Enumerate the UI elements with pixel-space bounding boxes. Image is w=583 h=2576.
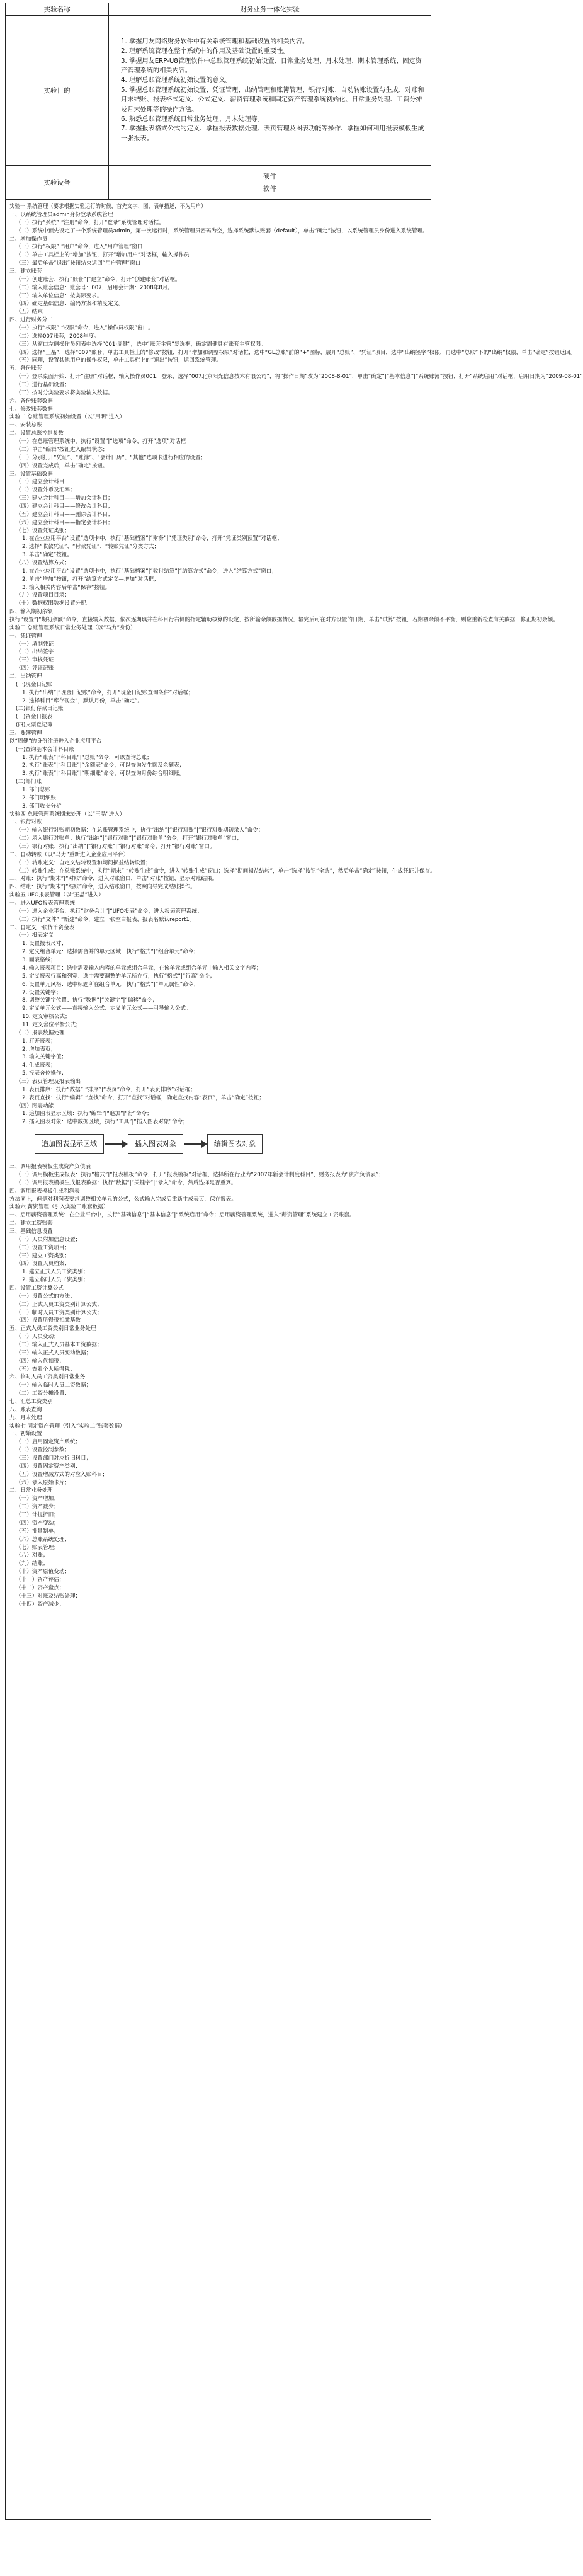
content-line: （一）人员变动； [16, 1334, 59, 1341]
content-line: （一）启用固定资产系统； [16, 1439, 81, 1446]
content-line: 4. 输入报表项目：选中需要输入内容的单元或组合单元，在该单元或组合单元中输入相关文字内容； [22, 965, 262, 971]
content-line: （四）设置人员档案； [16, 1261, 70, 1268]
content-line: （三）审核凭证 [16, 657, 54, 664]
content-line: （五）建立会计科目——删除会计科目； [16, 511, 113, 518]
objective-item: 5. 掌握总账管理系统初始设置、凭证管理、出纳管理和账簿管理、银行对账、自动转账设置与生成、对账和月末结账、报表格式定义、公式定义、薪资管理系统和固定资产管理系统初始化、日常业务处理、工资分摊及月末处理等的操作方法。 [121, 86, 424, 113]
content-line: （一）在总账管理系统中，执行“设置”|“选项”命令，打开“选项”对话框 [16, 438, 186, 445]
content-line: 3. 单击“确定”按钮。 [22, 552, 72, 559]
content-line: （四）选择“王晶”，选择“007”账套，单击工具栏上的“修改”按钮，打开“增加和调整权限”对话框，选中“GL总账”前的“+”图标，展开“总账”、“凭证”项目，选中“出纳签字”权限，再选中“总账”下的“出纳”权限，单击“确定”按钮返回。 [16, 349, 576, 356]
content-line: （六）总账系统处理； [16, 1536, 70, 1543]
content-line: 四、进行财务分工 [9, 317, 53, 324]
objective-label: 实验目的 [6, 16, 109, 166]
content-line: （一）进入企业平台，执行“财务会计”|“UFO报表”命令，进入报表管理系统； [16, 908, 203, 915]
content-line: （四）设置固定资产类别； [16, 1463, 81, 1470]
content-line: 1. 在企业应用平台“设置”选项卡中，执行“基础档案”|“财务”|“凭证类别”命令，打开“凭证类别预置”对话框； [22, 535, 283, 542]
content-line: 1. 部门总账 [22, 787, 51, 794]
content-line: (四)支票登记簿 [16, 722, 53, 729]
content-line: （五）同理，设置其他用户的操作权限，单击工具栏上的“退出”按钮，返回系统管理。 [16, 357, 222, 364]
content-line: 11. 定义舍位平衡公式； [22, 1021, 81, 1028]
content-line: （四）设置所得税扣缴基数 [16, 1317, 81, 1324]
objective-cell [109, 16, 431, 166]
content-line: 2. 表页查找：执行“编辑”|“查找”命令，打开“查找”对话框，确定查找内容“表页”，单击“确定”按钮； [22, 1094, 264, 1101]
content-line: 2. 部门明细账 [22, 794, 56, 801]
content-line: （一）调用模板生成报表：执行“格式”|“报表模板”命令，打开“报表模板”对话框，选择所在行业为“2007年新会计制度科目”，财务报表为“资产负债表”； [16, 1171, 384, 1178]
content-line: 2. 建立临时人员工资类别； [22, 1277, 89, 1284]
equipment-label: 实验设备 [6, 166, 109, 200]
content-line: 1. 执行“出纳”|“现金日记账”命令，打开“现金日记账查询条件”对话框； [22, 689, 194, 696]
content-line: 实验七 固定资产管理（引入“实验二”账套数据） [9, 1423, 125, 1429]
content-line: 六、临时人员工资类别日常业务 [9, 1374, 86, 1381]
content-line: （三）最后单击“退出”按钮结束返回“用户管理”窗口 [16, 260, 141, 267]
content-line: 8. 调整关键字位置：执行“数据”|“关键字”|“偏移”命令； [22, 997, 158, 1004]
content-line: 1. 在企业应用平台“设置”选项卡中，执行“基础档案”|“收付结算”|“结算方式”命令，进入“结算方式”窗口； [22, 568, 277, 575]
content-section [5, 200, 583, 2520]
content-line: 实验六 薪资管理（引入实验三账套数据） [9, 1204, 109, 1211]
content-line: （二）设置外币及汇率； [16, 487, 76, 494]
content-line: 一、安装总账 [9, 422, 42, 429]
content-line: （五）批量制单； [16, 1528, 59, 1535]
content-line: （六）录入原始卡片； [16, 1479, 70, 1486]
objective-row [6, 16, 431, 166]
content-line: （八）对账； [16, 1552, 48, 1559]
content-line: （一）建立会计科目 [16, 479, 65, 486]
content-line: （一）填制凭证 [16, 641, 54, 648]
content-line: （二）输入账套信息：账套号：007，启用会计期：2008年8月。 [16, 284, 173, 291]
content-line: （二）出纳签字 [16, 649, 54, 656]
content-line: 二、建立工资账套 [9, 1220, 53, 1227]
content-line: （八）设置结算方式； [16, 559, 70, 566]
content-line: 二、出纳管理 [9, 673, 42, 680]
content-line: （二）执行“文件”|“新建”命令，建立一张空白报表，报表名默认report1。 [16, 916, 195, 923]
content-line: （十一）资产评估； [16, 1576, 65, 1583]
objective-item: 3. 掌握用友ERP-U8管理软件中总账管理系统初始设置、日常业务处理、月末处理、期末管理系统、固定资产管理系统的相关内容。 [121, 57, 422, 74]
content-line: 5. 报表舍位操作； [22, 1070, 67, 1077]
content-line: (一)查询基本会计科目账 [16, 746, 74, 753]
content-line: 实验三 总账管理系统日常业务处理（以“马力”身份） [9, 624, 136, 631]
content-line: （十四）资产减少； [16, 1601, 65, 1608]
content-line: (二)部门账 [16, 779, 42, 786]
content-line: （四）凭证记账 [16, 665, 54, 672]
equipment-row [6, 166, 431, 200]
content-line: 四、输入期初余额 [9, 609, 53, 615]
content-line: 4. 生成报表； [22, 1062, 56, 1069]
content-line: （三）按时分实验要求将实验输入数据。 [16, 389, 113, 396]
content-line: 实验二 总账管理系统初始设置（以“用明”进入） [9, 414, 125, 421]
content-line: （一）报表定义 [16, 932, 54, 939]
content-line: （三）表页管理及报表输出 [16, 1078, 81, 1085]
content-line: （二）选择007账套，2008年度。 [16, 333, 99, 340]
content-line: (一)现金日记账 [16, 681, 53, 688]
content-line: 四、结账：执行“期末”|“结账”命令，进入结账窗口，按照向导完成结账操作。 [9, 884, 196, 891]
content-line: 四、设置工资计算公式 [9, 1285, 64, 1291]
content-line: 三、基础信息设置 [9, 1228, 53, 1235]
content-line: 五、备份账套 [9, 365, 42, 372]
content-line: 三、设置基础数据 [9, 471, 53, 478]
objective-item: 1. 掌握用友网络财务软件中有关系统管理和基础设置的相关内容。 [121, 38, 309, 45]
chart-flow-diagram [35, 1131, 427, 1157]
content-line: 八、账表查询 [9, 1406, 42, 1413]
header-table [5, 3, 431, 200]
content-line: （三）从窗口左侧操作员列表中选择“001·周健”，选中“账套主管”复选框，确定周健具有账套主管权限。 [16, 341, 266, 348]
content-line: 1. 追加图表显示区域：执行“编辑”|“追加”|“行”命令； [22, 1111, 152, 1118]
flow-step-append-area: 追加图表显示区域 [35, 1134, 104, 1154]
content-line: （一）执行“权限”|“用户”命令，进入“用户管理”窗口 [16, 244, 143, 251]
content-line: 七、修改账套数据 [9, 406, 53, 413]
content-line: （一）输入银行对账期初数据：在总账管理系统中，执行“出纳”|“银行对账”|“银行对账期初录入”命令； [16, 827, 264, 834]
content-line: 三、账簿管理 [9, 730, 42, 736]
content-line: （四）确定基础信息：编码方案和精度定义。 [16, 301, 124, 307]
content-lines-a [9, 211, 583, 1126]
name-value: 财务业务一体化实验 [109, 3, 431, 16]
name-label: 实验名称 [6, 3, 109, 16]
content-line: （三）分别打开“凭证”、“账簿”、“会计日历”、“其他”选项卡进行相应的设置； [16, 454, 207, 461]
content-line: （一）人员附加信息设置； [16, 1236, 81, 1243]
content-line: 2. 插入图表对象：选中数据区域，执行“工具”|“插入图表对象”命令； [22, 1119, 188, 1126]
flow-arrow-2 [184, 1143, 206, 1145]
content-line: （一）创建账套：执行“账套”|“建立”命令，打开“创建账套”对话框。 [16, 276, 181, 283]
content-line: 实验四 总账管理系统期末处理（以“王晶”进入） [9, 811, 125, 818]
content-line: （四）设置完成后，单击“确定”按钮。 [16, 462, 108, 469]
content-line: 3. 部门收支分析 [22, 803, 62, 810]
content-line: 方法同上，但是对利润表要求调整相关单元的公式，公式输入完成后重新生成表页，保存报表。 [9, 1196, 237, 1203]
content-line: 1. 打开报表； [22, 1038, 56, 1045]
equipment-software: 软件 [263, 185, 276, 193]
content-line: （九）设置项目目录； [16, 592, 70, 599]
content-line: （一）执行“系统”|“注册”命令，打开“登录”系统管理对话框。 [16, 219, 164, 226]
content-line: 2. 定义组合单元：选择需合并的单元区域，执行“格式”|“组合单元”命令； [22, 949, 199, 956]
content-line: （四）建立会计科目——修改会计科目； [16, 503, 113, 510]
flow-step-edit-chart: 编辑图表对象 [207, 1134, 263, 1154]
content-line: 二、设置总账控制参数 [9, 430, 64, 437]
content-line: （九）结账； [16, 1560, 48, 1567]
content-line: （十）资产原值变动； [16, 1569, 70, 1576]
content-line: 1. 执行“账表”|“科目账”|“总账”命令，可以查询总账； [22, 754, 152, 761]
content-line: 执行“设置”|“期初余额”命令，直接输入数据，依次逐期填并在科目行右侧的指定辅助核算的设定，按所输余额数据情况，输完后可在对方设置的日期，单击“试算”按钮，若期初余额不平衡，则应重新检查有关数据，修正期初余额。 [9, 616, 558, 623]
content-line: （二）单击工具栏上的“增加”按钮，打开“增加用户”对话框，输入操作员 [16, 252, 190, 259]
content-line: 3. 输入相关内容后单击“保存”按钮。 [22, 584, 111, 591]
content-line: （三）临时人员工资类别计算公式； [16, 1309, 103, 1316]
content-line: 6. 设置单元风格：选中标题所在组合单元，执行“格式”|“单元属性”命令； [22, 981, 199, 988]
content-line: （二）设置工资项目； [16, 1244, 70, 1251]
content-line: （一）资产增加； [16, 1496, 59, 1503]
content-line: （四）输入代扣税； [16, 1358, 65, 1365]
content-line: （三）计提折旧； [16, 1512, 59, 1519]
content-line: （一）执行“权限”|“权限”命令，进入“操作员权限”窗口。 [16, 325, 154, 332]
content-line: （十三）对账及结账处理； [16, 1593, 81, 1600]
content-line: （三）建立工资类别； [16, 1252, 70, 1259]
content-line: 九、月末处理 [9, 1414, 42, 1421]
content-line: 9. 定义单元公式——直接输入公式、定义单元公式——引导输入公式。 [22, 1005, 191, 1012]
content-line: 1. 设置报表尺寸； [22, 941, 67, 947]
content-line: 2. 增加表页； [22, 1046, 56, 1053]
content-line: （二）正式人员工资类别计算公式； [16, 1301, 103, 1308]
content-line: （十二）资产盘点； [16, 1584, 65, 1591]
content-line: （二）资产减少； [16, 1504, 59, 1511]
content-line: 1. 建立正式人员工资类别； [22, 1269, 89, 1276]
content-line: （一）设置公式的方法； [16, 1293, 76, 1300]
content-line: （十）数据权限数据设置分配。 [16, 600, 92, 607]
content-line: 二、自定义一张货币资金表 [9, 924, 75, 931]
content-line: 二、自动转账（以“马力”重新进入企业应用平台） [9, 851, 129, 858]
content-line: （七）账表管理； [16, 1544, 59, 1551]
content-line: 2. 执行“账表”|“科目账”|“余额表”命令，可以查询发生额及余额表； [22, 762, 185, 769]
content-line: （三）建立会计科目——增加会计科目； [16, 495, 113, 502]
equipment-cell [109, 166, 431, 200]
objective-item: 7. 掌握报表格式公式的定义、掌握报表数据处理、表页管理及图表功能等操作、掌握如何利用报表模板生成一张报表。 [121, 125, 424, 142]
content-line: （五）结束 [16, 309, 43, 316]
content-line: （三）输入正式人员变动数据； [16, 1349, 92, 1356]
content-line: 5. 定义报表行高和列宽：选中需要调整的单元所在行，执行“格式”|“行高”命令； [22, 973, 215, 980]
content-line: （二）调用报表模板生成报表数据：执行“数据”|“关键字”|“录入”命令，然后选择是否重算。 [16, 1179, 237, 1186]
content-line: 三、调用报表模板生成资产负债表 [9, 1164, 91, 1171]
content-line: （二）进行基础设置； [16, 382, 70, 389]
content-line: （三）设置部门对应折旧科目； [16, 1455, 92, 1462]
content-line: 一、凭证管理 [9, 633, 42, 639]
flow-arrow-1 [105, 1143, 127, 1145]
content-line: （二）系统中预先设定了一个系统管理员admin，第一次运行时，系统管理员密码为空，选择系统默认账套（default），单击“确定”按钮，以系统管理员身份进入系统管理。 [16, 227, 428, 234]
content-line: 七、汇总工资类别 [9, 1399, 53, 1405]
content-line: 3. 画表格线； [22, 957, 56, 964]
content-line: 二、增加操作员 [9, 236, 48, 243]
content-line: 一、启用薪资管理系统：在企业平台中，执行“基础信息”|“基本信息”|“系统启用”命令；启用薪资管理系统，进入“薪资管理”系统建立工资账套。 [9, 1212, 355, 1219]
name-row [6, 3, 431, 16]
content-line: 实验五 UFO报表管理（以“王晶”进入） [9, 892, 104, 899]
content-line: 六、备份账套数据 [9, 398, 53, 404]
content-line: 一、初始设置 [9, 1431, 42, 1438]
content-line: 3. 执行“账表”|“科目账”|“明细账”命令，可以查询月份综合明细账。 [22, 770, 185, 777]
content-line: （二）工资分摊设置； [16, 1390, 70, 1397]
content-line: （三）银行对账：执行“出纳”|“银行对账”|“银行对账”命令，打开“银行对账”窗口。 [16, 844, 215, 850]
content-line: （二）输入正式人员基本工资数据； [16, 1342, 103, 1349]
content-line: 三、建立账套 [9, 268, 42, 275]
content-line: 一、进入UFO报表管理系统 [9, 900, 75, 907]
content-line: （二）设置控制参数； [16, 1447, 70, 1454]
content-line: （三）输入单位信息：按实际要求。 [16, 292, 103, 299]
content-line: (三)资金日报表 [16, 714, 53, 721]
content-line: 四、调用报表模板生成利润表 [9, 1188, 80, 1194]
content-line: 五、正式人员工资类别日常业务处理 [9, 1325, 96, 1332]
content-line: 10. 定义审核公式； [22, 1014, 71, 1021]
objective-list [112, 37, 427, 144]
content-line: 2. 单击“增加”按钮，打开“结算方式定义—增加”对话框； [22, 576, 159, 583]
content-line: （一）转账定义：自定义结转设置和期间损益结转设置； [16, 859, 151, 866]
content-line: 7. 设置关键字； [22, 989, 62, 996]
objective-item: 6. 熟悉总账管理系统日常业务处理、月末处理等。 [121, 116, 264, 123]
content-line: （五）查看个人所得税； [16, 1366, 76, 1373]
content-line: 以“周健”的身份注册进入企业应用平台 [9, 738, 102, 745]
content-line: 2. 选择“收款凭证”、“付款凭证”、“转账凭证”分类方式； [22, 544, 160, 551]
content-line: (二)银行存款日记账 [16, 706, 64, 713]
content-line: （二）转账生成：在总账系统中，执行“期末”|“转账生成”命令，进入“转账生成”窗口；选择“期间损益结转”，单击“选择”按钮“全选”，然后单击“确定”按钮，生成凭证并保存。 [16, 867, 436, 874]
content-line: （一）登录桌面开始：打开“注册”对话框，输入操作员001，登录，选择“007北京阳光信息技术有限公司”，将“操作日期”改为“2008-8-01”，单击“确定”|“基本信息”|“系统账簿”按钮，打开“系统启用”对话框，启用日期为“2009-08-01” [16, 374, 583, 381]
objective-item: 2. 理解系统管理在整个系统中的作用及基础设置的重要性。 [121, 48, 290, 55]
content-line: 二、日常业务处理 [9, 1487, 53, 1494]
content-line: （二）报表数据处理 [16, 1029, 65, 1036]
content-line: （五）设置增减方式的对应入账科目； [16, 1471, 108, 1478]
content-line: （七）设置凭证类别； [16, 527, 70, 534]
content-line: 3. 输入关键字值； [22, 1054, 67, 1061]
content-line: 2. 选择科目“库存现金”，默认月份，单击“确定”。 [22, 697, 144, 704]
content-line: 1. 表页排序：执行“数据”|“排序”|“表页”命令，打开“表页排序”对话框； [22, 1086, 196, 1093]
content-line: （四）资产变动； [16, 1520, 59, 1526]
content-line: 一、以系统管理员admin身份登录系统管理 [9, 212, 113, 218]
content-line: 三、对账：执行“期末”|“对账”命令，进入对账窗口，单击“对账”按钮，显示对账结果。 [9, 876, 218, 883]
content-line: 一、银行对账 [9, 819, 42, 826]
content-line: （六）建立会计科目——指定会计科目； [16, 519, 113, 526]
objective-item: 4. 理解总账管理系统初始设置的意义。 [121, 77, 232, 84]
content-line: （一）输入临时人员工资数据； [16, 1382, 92, 1389]
content-intro: 实验一 系统管理（要求根据实验运行的时候，首先文字、图、表单描述，不为用户） [9, 203, 207, 209]
content-line: （四）图表功能 [16, 1102, 54, 1109]
equipment-hardware: 硬件 [263, 172, 276, 180]
content-lines-b [9, 1163, 427, 1608]
content-line: （二）单击“编辑”按钮进入编辑状态； [16, 446, 108, 453]
content-line: （二）录入银行对账单：执行“出纳”|“银行对账”|“银行对账单”命令，打开“银行对账单”窗口； [16, 835, 242, 842]
flow-step-insert-chart: 插入图表对象 [128, 1134, 183, 1154]
